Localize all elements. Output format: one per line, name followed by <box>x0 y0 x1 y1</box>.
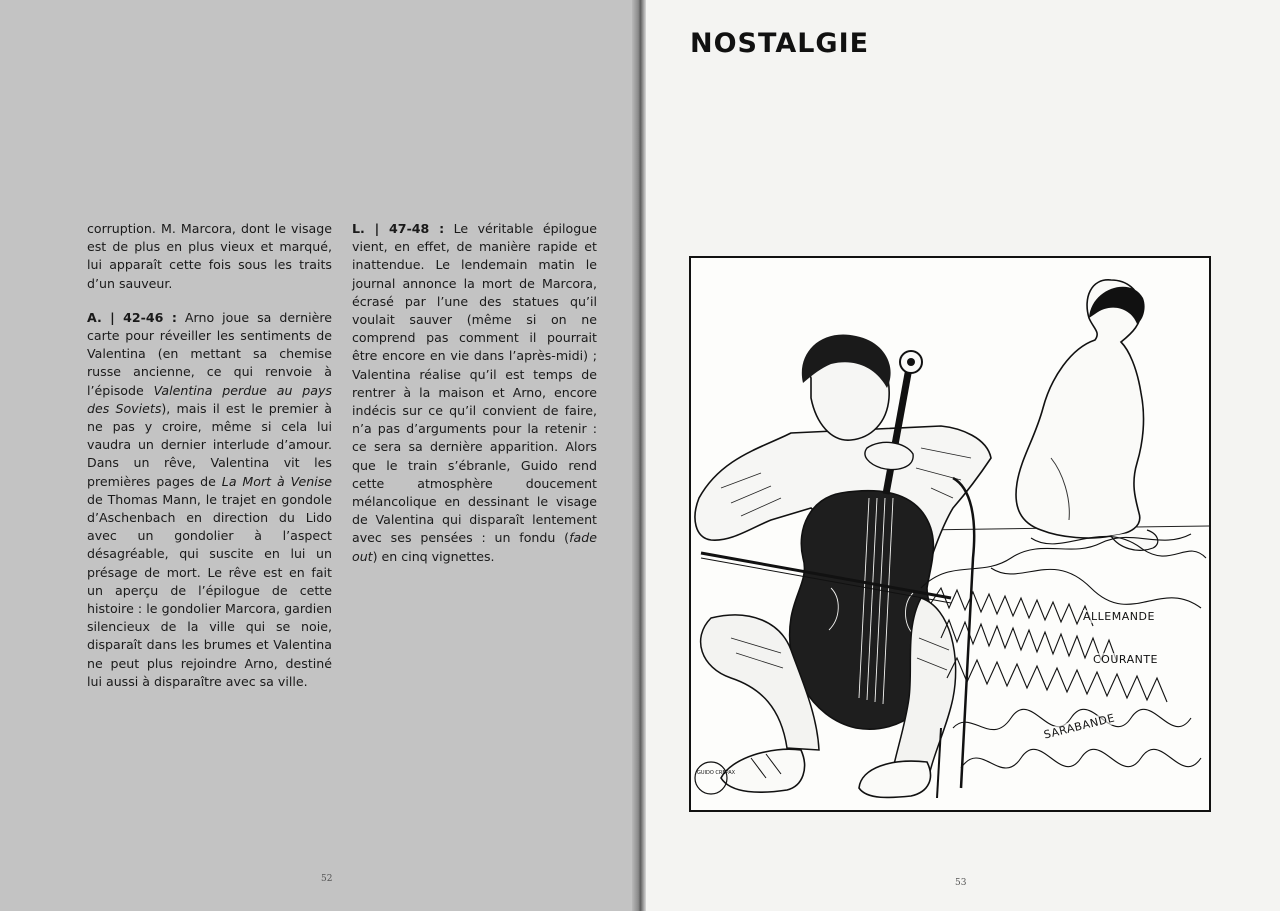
italic-term: fade out <box>352 530 597 564</box>
paragraph: corruption. M. Marcora, dont le visage est de plus en plus vieux et marqué, lui apparaît cette fois sous les traits d’un sauveur. <box>87 221 332 291</box>
text-column-2 <box>352 220 597 582</box>
cellist-drawing-icon <box>691 258 1209 810</box>
page-title: NOSTALGIE <box>690 28 870 59</box>
page-number: 52 <box>321 874 333 884</box>
paragraph: L. | 47-48 : Le véritable épilogue vient, en effet, de manière rapide et inattendue. Le lendemain matin le journal annonce la mort de Marcora, écrasé par l’une des statues qu’il voulait sauver (même si on ne comprend pas comment il pourrait être encore en vie dans l’après-midi) ; Valentina réalise qu’il est temps de rentrer à la maison et Arno, encore indécis sur ce qu’il convient de faire, n’a pas d’arguments pour la retenir : ce sera sa dernière apparition. Alors que le train s’ébranle, Guido rend cette atmosphère doucement mélancolique en dessinant le visage de Valentina qui disparaît lentement avec ses pensées : un fondu (fade out) en cinq vignettes. <box>352 221 597 564</box>
artist-signature: GUIDO CREPAX <box>697 770 736 776</box>
reference-label: A. | 42-46 : <box>87 309 177 325</box>
italic-title: La Mort à Venise <box>221 473 333 489</box>
music-label: ALLEMANDE <box>1083 610 1155 623</box>
text-column-1 <box>87 220 332 707</box>
italic-title: Valentina perdue au pays des Soviets <box>87 382 332 416</box>
paragraph: A. | 42-46 : Arno joue sa dernière carte pour réveiller les sentiments de Valentina (en mettant sa chemise russe ancienne, ce qui renvoie à l’épisode Valentina perdue au pays des Soviets), mais il est le premier à ne pas y croire, même si cela lui vaudra un dernier interlude d’amour. Dans un rêve, Valentina vit les premières pages de La Mort à Venise de Thomas Mann, le trajet en gondole d’Aschenbach en direction du Lido avec un gondolier à l’aspect désagréable, qui suscite en lui un présage de mort. Le rêve est en fait un aperçu de l’épilogue de cette histoire : le gondolier Marcora, gardien silencieux de la ville qui se noie, disparaît dans les brumes et Valentina ne peut plus rejoindre Arno, destiné lui aussi à disparaître avec sa ville. <box>87 309 333 689</box>
reference-label: L. | 47-48 : <box>352 221 445 236</box>
comic-illustration <box>689 256 1211 812</box>
book-gutter <box>632 0 646 911</box>
left-page <box>0 0 638 911</box>
music-label: SARABANDE <box>1042 711 1117 742</box>
music-label: COURANTE <box>1093 653 1159 666</box>
page-number: 53 <box>955 878 967 888</box>
